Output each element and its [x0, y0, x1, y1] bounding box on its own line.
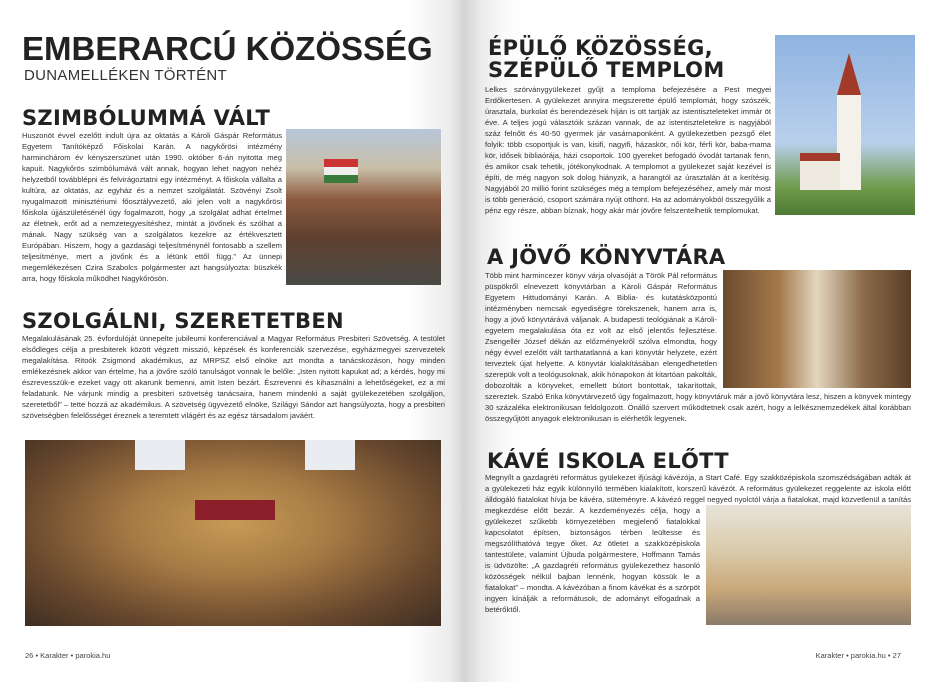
church-nave — [800, 153, 840, 190]
article-text: Több mint harmincezer könyv várja olvasóját a Török Pál református püspökről elnevezett könyvtárban a Károli Gáspár Református Egyetem Hittudományi Karán. A Biblia- és kutatásközpontú intézményben nemcsak egyediségre törekszenek, hanem arra is, hogy a jövő könyvtárává váljanak. A budapesti teológiának a Károli-egyetem megalakulása óta ez volt az első jelentős fejlesztése. Zsengellér József dékán az előzményekről szólva elmondta, hogy négy évvel ezelőtt vált tarthatatlanná a kari könyvtár helyzete, ezért terveztek újat helyette. A könyvtár kialakításában elengedhetetlen szerepük volt a teológusoknak, akik hónapokon át kitartóan pakolták, dobozolták a könyveket, emellett bútort bontottak, takarítottak, szereztek. Szabó Erika könyvtárvezető úgy fogalmazott, hogy könyvtáruk már a jövő könyvtára lesz, hiszen a könyvek mintegy 30 százaléka elektronikusan feldolgozott. Önálló szervert működtetnek csak azért, hogy a lelkésznemzedékek által korábban összegyűjtött anyagok elektronikusan is elérhetők legyenek. — [485, 271, 911, 423]
article-heading: SZOLGÁLNI, SZERETETBEN — [22, 309, 344, 333]
tower — [837, 95, 861, 190]
article-heading: SZIMBÓLUMMÁ VÁLT — [22, 106, 271, 130]
magazine-name: Karakter — [40, 651, 69, 660]
page-title: EMBERARCÚ KÖZÖSSÉG — [22, 30, 433, 67]
stage-carpet — [195, 500, 275, 520]
separator: • — [70, 651, 74, 660]
screen-shape — [305, 440, 355, 470]
screen-shape — [135, 440, 185, 470]
tower-roof — [837, 53, 861, 95]
church-photo — [775, 35, 915, 215]
article-heading — [488, 37, 725, 81]
article-body: Megalakulásának 25. évfordulóját ünnepelte jubileumi konferenciával a Magyar Református Presbiteri Szövetség. A testület elsődleges célja a presbiterek között végzett misszió, képzések és konferenciák szervezése, egyházmegyei szervezetek megalakítása. Ritoók Zsigmond akadémikus, az MRPSZ első elnöke azt mondta a tanácskozáson, hogy minden emlékezésnek akkor van értelme, ha a jövőre szóló tanulságot vonnak le belőle: „Isten nyitott kapukat ad; a kérdés, hogy mi észrevesszük-e ezeket vagy ott akarunk bemenni, amit Isten bezárt. Észrevenni és kihasználni a lehetőségeket, ez a mi feladatunk. Ne várjunk mindig a presbiteri szövetség tanácsaira, hanem mindenki a saját gyülekezetében szolgáljon, szeretetből” – tette hozzá az akadémikus. A szövetség ügyvezető elnöke, Szilágyi Sándor azt hangsúlyozta, hogy a presbiteri szövetségben felelősséget éreznek a teremtett világért és az egész társadalom javáért. — [22, 334, 445, 420]
conference-hall-photo — [25, 440, 441, 626]
article-body: Huszonöt évvel ezelőtt indult újra az oktatás a Károli Gáspár Református Egyetem Tanítóképző Főiskolai Karán. A nagykőrösi intézmény harminchárom év kényszerszünet után 1990. október 6-án nyitotta meg kapuit. Nagykőrös szimbólumává vált annak, hogyan lehet nagyon nehéz helyzetből továbblépni és felvirágoztatni egy intézményt. A főiskola vállalta a kultúra, az oktatás, az egyház és a nemzet szolgálatát. Szövényi Zsolt nyugalmazott minisztériumi főosztályvezető, aki jelen volt a nagykőrösi főiskola újjászületésénél úgy fogalmazott, hogy „a szolgálat adhat értelmet az életnek, erőt ad a nemzetegyesítéshez, mintát a jövőnek és szólhat a mának. Nagy szükség van a szolgálatos kezekre az értékvesztett Európában. Hiszem, hogy a gazdasági teljesítménynél fontosabb a szellem teljesítménye, mert a jövőnk és a létünk ettől függ.” Az ünnepi megemlékezésen Czira Szabolcs polgármester azt hangsúlyozta: büszkék arra, hogy főiskola működhet Nagykőrösön. — [22, 131, 282, 283]
page-footer — [25, 651, 110, 660]
page-number: 27 — [892, 651, 901, 660]
website: parokia.hu — [850, 651, 886, 660]
page-number: 26 — [25, 651, 34, 660]
separator: • — [35, 651, 39, 660]
heading-line: SZÉPÜLŐ TEMPLOM — [488, 58, 725, 82]
magazine-name: Karakter — [815, 651, 844, 660]
separator: • — [846, 651, 849, 660]
heading-line: ÉPÜLŐ KÖZÖSSÉG, — [488, 36, 713, 60]
article-body — [485, 472, 911, 625]
article-heading: A JÖVŐ KÖNYVTÁRA — [487, 245, 726, 269]
flag-shape — [324, 159, 358, 183]
article-body — [485, 270, 911, 424]
page-subtitle: DUNAMELLÉKEN TÖRTÉNT — [24, 67, 227, 84]
right-page — [463, 0, 926, 682]
article-body: Lelkes szórványgyülekezet gyűjt a temploma befejezésére a Pest megyei Erdőkertesen. A gyülekezet annyira megszerette épülő templomát, hogy szószék, úrasztala, burkolat és berendezések híján is ott tartják az istentiszteleteket immár öt éve. A teljes jogú választóik százan vannak, de az istentiszteletekre is nagyjából száz felnőtt és 40-50 gyermek jár vasárnaponként. A gyülekezetben pezsgő élet folyik: több csoportjuk is van, kisifi, nagyifi, házaskör, női kör, férfi kör, baba-mama kör, idősek bibliaórája, házi csoportok. 100 gyereket befogadó óvodát tartanak fenn, és amikor csak tehetik, jótékonykodnak. A templomot a gyülekezet saját kezével is építi, de még nagyon sok dolog hiányzik, a harangtól az úrasztalán át a kerítésig. Nagyjából 20 millió forint szükséges még a templom befejezéséhez, amely már most is több generáció, csoport számára nyújt otthont. Ha az adományokból összegyűlik a pénz egy része, abban bíznak, hogy akár már jövőre felszentelhetik templomukat. — [485, 85, 771, 215]
cafe-photo — [706, 505, 911, 625]
website: parokia.hu — [75, 651, 111, 660]
separator: • — [887, 651, 891, 660]
library-photo — [723, 270, 911, 388]
school-building-photo — [286, 129, 441, 285]
article-text: Megnyílt a gazdagréti református gyülekezet ifjúsági kávézója, a Start Café. Egy szakközépiskola szomszédságában adták át a gyülekezeti ház egyik különnyíló termében kialakított, korszerű kávézót. A református gyülekezet reggelente az iskola előtt álldogáló fiatalokat hívja be kávéra, süteményre. A kávézó reggel negyed nyolctól várja a fiatalokat, majd közvetlenül a tanítás megkezdése előtt bezár. A kezdeményezés célja, hogy a gyülekezet szűkebb környezetében megjelenő fiatalokkal kapcsolatot építsen, biztonságos térben leültesse és megszólíthatóvá tegye őket. Az ötletet a szakközépiskola tantestülete, valamint Újbuda polgármestere, Hoffmann Tamás is üdvözölte: „A gazdagréti református gyülekezethez hasonló közösségek nélkül bajban lennénk, hogyan kössük le a fiatalokat” – mondta. A kávézóban a finom kávékat és a szörpöt ingyen kínálják a reformátusok, de adományt elfogadnak a betérőktől. — [485, 473, 911, 614]
page-footer — [816, 651, 901, 660]
article-heading: KÁVÉ ISKOLA ELŐTT — [487, 449, 729, 473]
